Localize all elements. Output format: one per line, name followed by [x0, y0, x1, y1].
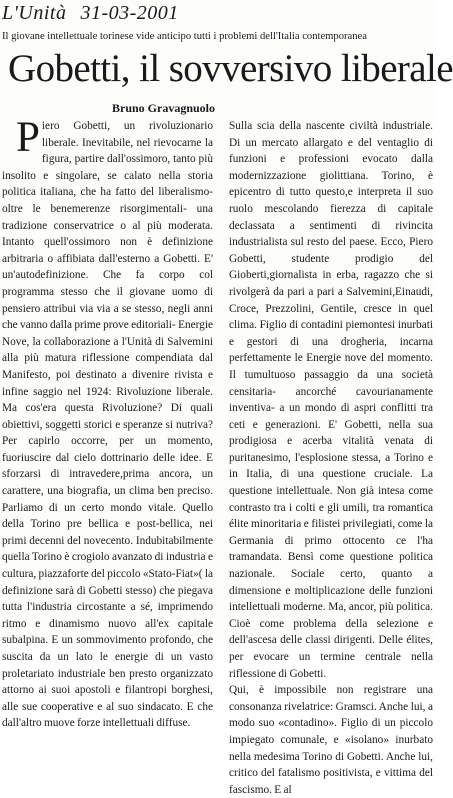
article-paragraph: Sulla scia della nascente civiltà industriale. Di un mercato allargato e del ventaglio di funzioni e professioni evocato dalla modernizzazione giolittiana. Torino, è epicentro di tutto questo,e interpreta il suo ruolo mescolando fierezza di capitale declassata a sentimenti di rivincita industrialista sul resto del paese. Ecco, Piero Gobetti, studente prodigio del Gioberti,giornalista in erba, ragazzo che si rivolgerà da pari a pari a Salvemini,Einaudi, Croce, Prezzolini, Gentile, cresce in quel clima. Figlio di contadini piemontesi inurbati e gestori di una drogheria, incarna perfettamente le Energie nove del momento. Il tumultuoso passaggio da una società censitaria- ancorché cavourianamente inventiva- a un mondo di aspri conflitti tra ceti e generazioni. E' Gobetti, nella sua prodigiosa e acerba vitalità venata di puritanesimo, l'esplosione stessa, a Torino e in Italia, di una questione cruciale. La questione intellettuale. Non già intesa come contrasto tra i colti e gli umili, tra romantica élite minoritaria e filistei privilegiati, come la Germania di primo ottocento ce l'ha tramandata. Bensì come questione politica nazionale. Sociale certo, quanto a dimensione e moltiplicazione delle funzioni intellettuali moderne. Ma, ancor, più politica. Cioè come problema della selezione e dell'ascesa delle classi dirigenti. Delle élites, per evocare un termine centrale nella riflessione di Gobetti. — [229, 120, 433, 680]
article-column-right — [229, 118, 433, 796]
article-paragraph: iero Gobetti, un rivoluzionario liberale. Inevitabile, nel rievocarne la figura, partire dall'ossimoro, tanto più insolito e singolare, se calato nella storia politica italiana, che ha fatto del liberalismo- oltre le benemerenze risorgimentali- una tradizione conservatrice o al più moderata. Intanto quell'ossimoro non è definizione arbitraria o affibiata dall'esterno a Gobetti. E' un'autodefinizione. Che fa corpo col programma stesso che il giovane uomo di pensiero attribui via via a se stesso, negli anni che vanno dalla prime prove editoriali- Energie Nove, la collaborazione a l'Unità di Salvemini alla più matura riflessione compendiata dal Manifesto, poi destinato a divenire rivista e infine saggio nel 1924: Rivoluzione liberale. Ma cos'era questa Rivoluzione? Di quali obiettivi, soggetti storici e speranze si nutriva? Per capirlo occorre, per un momento, fuoriuscire dal cielo dottrinario delle idee. E sforzarsi di intravedere,prima ancora, un carattere, una biografia, un clima ben preciso. Parliamo di un certo mondo vitale. Quello della Torino pre bellica e post-bellica, nei primi decenni del novecento. Indubitabilmente quella Torino è crogiolo avanzato di industria e cultura, piazzaforte del piccolo «Stato-Fiat»( la definizione sarà di Gobetti stesso) che piegava tutta l'industria circostante a sé, imprimendo ritmo e dinamismo nuovo all'ex capitale subalpina. E un sommovimento profondo, che suscita da un lato le energie di un vasto proletariato industriale ben presto organizzato attorno ai suoi apostoli e filantropi borghesi, alle sue cooperative e al suo sindacato. E che dall'altro muove forze intellettuali diffuse. — [2, 120, 213, 730]
publication-date: 31-03-2001 — [80, 2, 179, 24]
newspaper-name: L'Unità — [2, 2, 67, 24]
masthead — [2, 2, 179, 24]
article-column-left — [2, 114, 213, 730]
article-paragraph: Qui, è impossibile non registrare una consonanza rivelatrice: Gramsci. Anche lui, a modo suo «contadino». Figlio di un piccolo impiegato comunale, e «isolano» inurbato nella medesima Torino di Gobetti. Anche lui, critico del fatalismo positivista, e vittima del fascismo. E al — [229, 684, 433, 796]
byline: Bruno Gravagnuolo — [112, 101, 216, 115]
kicker: Il giovane intellettuale torinese vide anticipo tutti i problemi dell'Italia contemporanea — [2, 31, 367, 42]
headline: Gobetti, il sovversivo liberale — [8, 47, 453, 90]
drop-cap: P — [16, 114, 40, 161]
